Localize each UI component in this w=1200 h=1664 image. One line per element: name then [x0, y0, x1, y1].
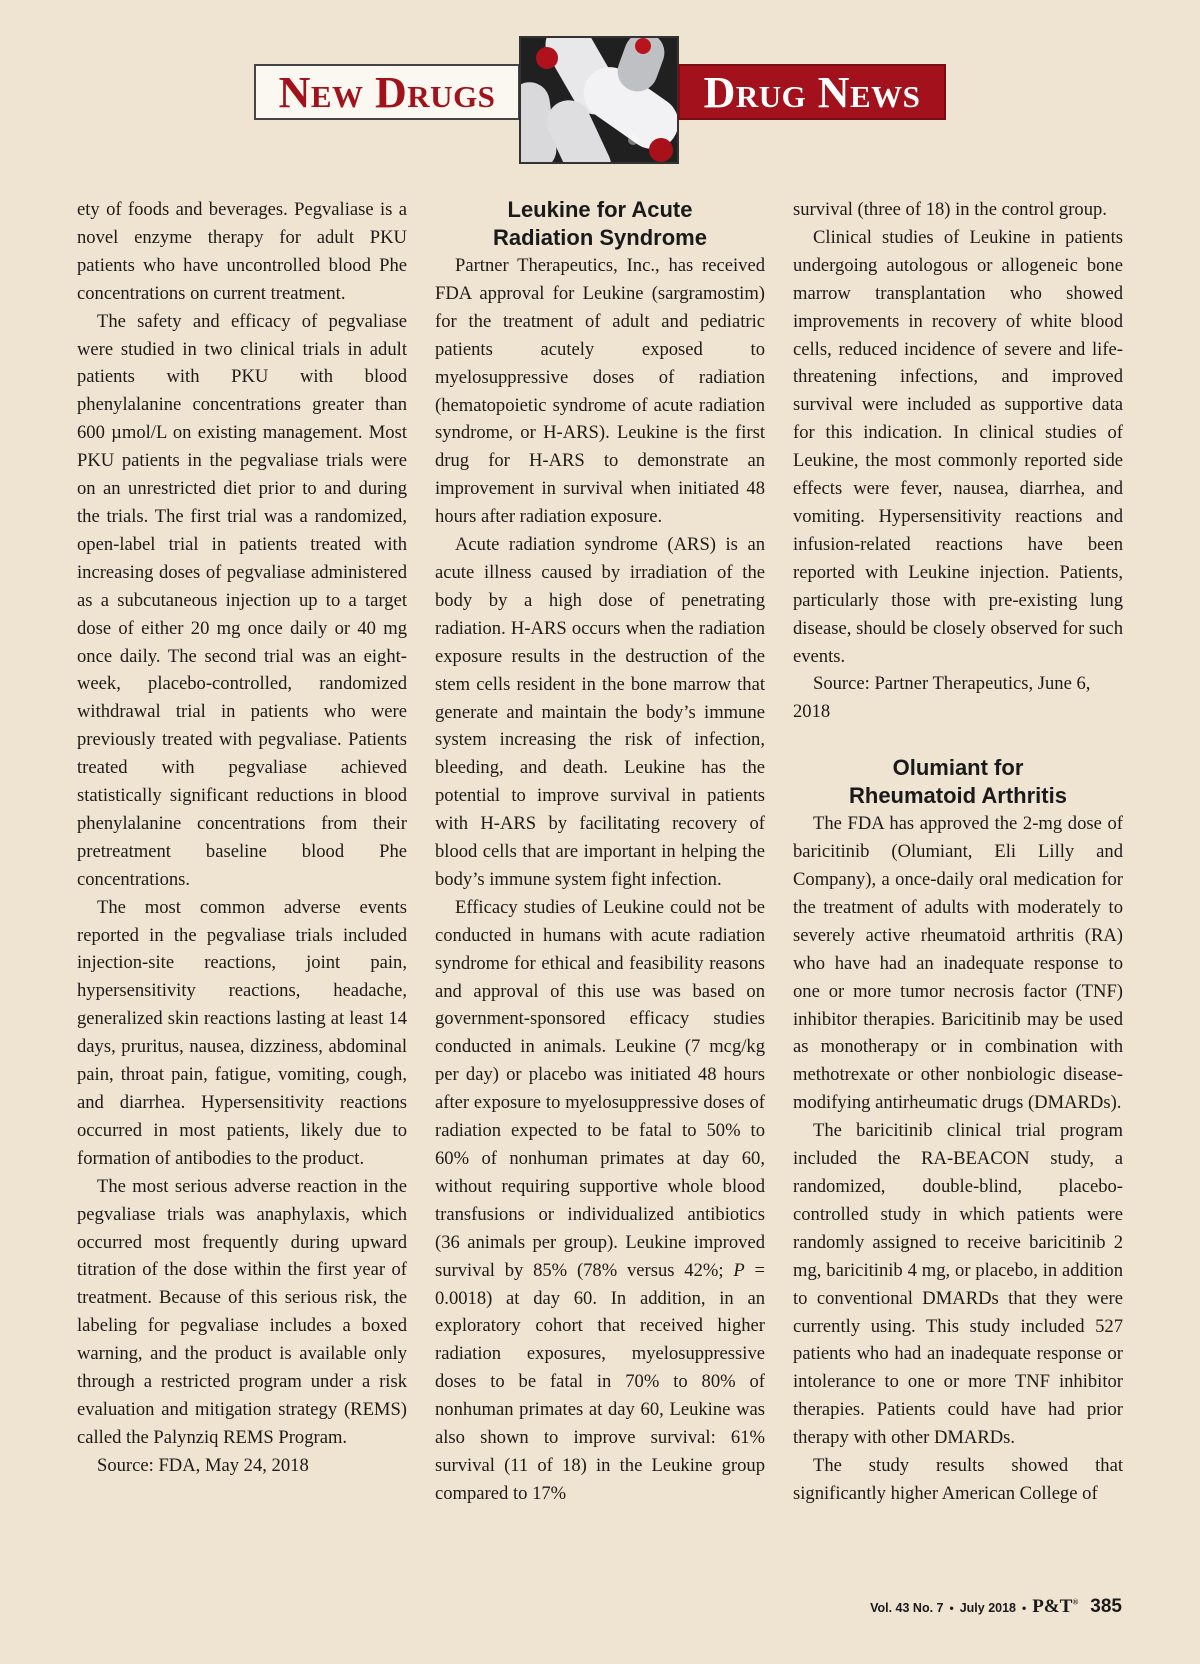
article-heading	[435, 196, 765, 252]
new-drugs-label: New Drugs	[254, 64, 520, 120]
spacer	[793, 726, 1123, 754]
journal-name	[1032, 1596, 1078, 1618]
source-line: Source: Partner Therapeutics, June 6, 2018	[793, 673, 1091, 723]
issue-date: July 2018	[959, 1601, 1016, 1615]
journal-title: P&T	[1032, 1596, 1073, 1617]
paragraph: The FDA has approved the 2-mg dose of baricitinib (Olumiant, Eli Lilly and Company), a once-daily oral medication for the treatment of adults with moderately to severely active rheumatoid arthritis (RA) who have had an inadequate response to one or more tumor necrosis factor (TNF) inhibitor therapies. Baricitinib may be used as monotherapy or in combination with methotrexate or other nonbiologic disease-modifying antirheumatic drugs (DMARDs).	[793, 813, 1123, 1114]
heading-line: Radiation Syndrome	[493, 225, 707, 250]
paragraph: survival (three of 18) in the control group.	[793, 199, 1107, 220]
paragraph	[435, 894, 765, 1508]
text-run: Efficacy studies of Leukine could not be conducted in humans with acute radiation syndrome for ethical and feasibility reasons and approval of this use was based on government-sponsored efficacy studies conducted in animals. Leukine (7 mcg/kg per day) or placebo was initiated 48 hours after exposure to myelosuppressive doses of radiation expected to be fatal to 50% to 60% of nonhuman primates at day 60, without requiring supportive whole blood transfusions or individualized antibiotics (36 animals per group). Leukine improved survival by 85% (78% versus 42%;	[435, 896, 765, 1281]
pills-illustration	[521, 38, 677, 162]
paragraph: Acute radiation syndrome (ARS) is an acute illness caused by irradiation of the body by a high dose of penetrating radiation. H-ARS occurs when the radiation exposure results in the destruction of the stem cells resident in the bone marrow that generate and maintain the body’s immune system increasing the risk of infection, bleeding, and death. Leukine has the potential to improve survival in patients with H-ARS by facilitating recovery of blood cells that are important in helping the body’s immune system fight infection.	[435, 534, 765, 890]
paragraph: The most serious adverse reaction in the pegvaliase trials was anaphylaxis, which occurred most frequently during upward titration of the dose within the first year of treatment. Because of this serious risk, the labeling for pegvaliase includes a boxed warning, and the product is available only through a restricted program under a risk evaluation and mitigation strategy (REMS) called the Palynziq REMS Program.	[77, 1175, 407, 1448]
heading-line: Leukine for Acute	[507, 197, 693, 222]
text-run: = 0.0018) at day 60. In addition, in an exploratory cohort that received higher radiation exposures, myelosuppressive doses to be fatal in 70% to 80% of nonhuman primates at day 60, Leukine was also shown to improve survival: 61% survival (11 of 18) in the Leukine group compared to 17%	[435, 1259, 765, 1504]
section-banner	[0, 0, 1200, 170]
page-number: 385	[1090, 1596, 1122, 1617]
article-heading	[793, 754, 1123, 810]
separator: •	[1022, 1601, 1027, 1615]
source-line: Source: FDA, May 24, 2018	[97, 1454, 309, 1476]
column-2	[435, 196, 765, 1508]
paragraph: The safety and efficacy of pegvaliase were studied in two clinical trials in adult patients with PKU with blood phenylalanine concentrations greater than 600 µmol/L on existing management. Most PKU patients in the pegvaliase trials were on an unrestricted diet prior to and during the trials. The first trial was a randomized, open-label trial in patients treated with increasing doses of pegvaliase administered as a subcutaneous injection up to a target dose of either 20 mg once daily or 40 mg once daily. The second trial was an eight-week, placebo-controlled, randomized withdrawal trial in patients who were previously treated with pegvaliase. Patients treated with pegvaliase achieved statistically significant reductions in blood phenylalanine concentrations from their pretreatment baseline blood Phe concentrations.	[77, 310, 407, 890]
heading-line: Olumiant for	[892, 755, 1024, 781]
p-value-symbol: P	[733, 1259, 745, 1281]
paragraph: Partner Therapeutics, Inc., has received FDA approval for Leukine (sargramostim) for the treatment of adult and pediatric patients acutely exposed to myelosuppressive doses of radiation (hematopoietic syndrome of acute radiation syndrome, or H-ARS). Leukine is the first drug for H-ARS to demonstrate an improvement in survival when initiated 48 hours after radiation exposure.	[435, 255, 765, 528]
paragraph: The most common adverse events reported in the pegvaliase trials included injection-site reactions, joint pain, hypersensitivity reactions, headache, generalized skin reactions lasting at least 14 days, pruritus, nausea, dizziness, abdominal pain, throat pain, fatigue, vomiting, cough, and diarrhea. Hypersensitivity reactions occurred in most patients, likely due to formation of antibodies to the product.	[77, 896, 407, 1169]
paragraph: The baricitinib clinical trial program included the RA-BEACON study, a randomized, double-blind, placebo-controlled study in which patients were randomly assigned to receive baricitinib 2 mg, baricitinib 4 mg, or placebo, in addition to conventional DMARDs that they were currently using. This study included 527 patients who had an inadequate response or intolerance to one or more TNF inhibitor therapies. Patients could have had prior therapy with other DMARDs.	[793, 1120, 1123, 1449]
pills-photo	[519, 36, 679, 164]
column-3	[793, 196, 1123, 1508]
drug-news-label: Drug News	[678, 64, 946, 120]
registered-mark: ®	[1072, 1597, 1079, 1607]
page-footer	[870, 1596, 1122, 1618]
heading-line: Rheumatoid Arthritis	[849, 783, 1067, 809]
volume-issue: Vol. 43 No. 7	[870, 1601, 944, 1615]
paragraph: ety of foods and beverages. Pegvaliase is a novel enzyme therapy for adult PKU patients who have uncontrolled blood Phe concentrations on current treatment.	[77, 199, 407, 304]
paragraph: Clinical studies of Leukine in patients undergoing autologous or allogeneic bone marrow transplantation who showed improvements in recovery of white blood cells, reduced incidence of severe and life-threatening infections, and improved survival were included as supportive data for this indication. In clinical studies of Leukine, the most commonly reported side effects were fever, nausea, diarrhea, and vomiting. Hypersensitivity reactions and infusion-related reactions have been reported with Leukine injection. Patients, particularly those with pre-existing lung disease, should be closely observed for such events.	[793, 226, 1123, 667]
column-1	[77, 196, 407, 1480]
separator: •	[949, 1601, 954, 1615]
paragraph: The study results showed that significantly higher American College of	[793, 1455, 1123, 1504]
